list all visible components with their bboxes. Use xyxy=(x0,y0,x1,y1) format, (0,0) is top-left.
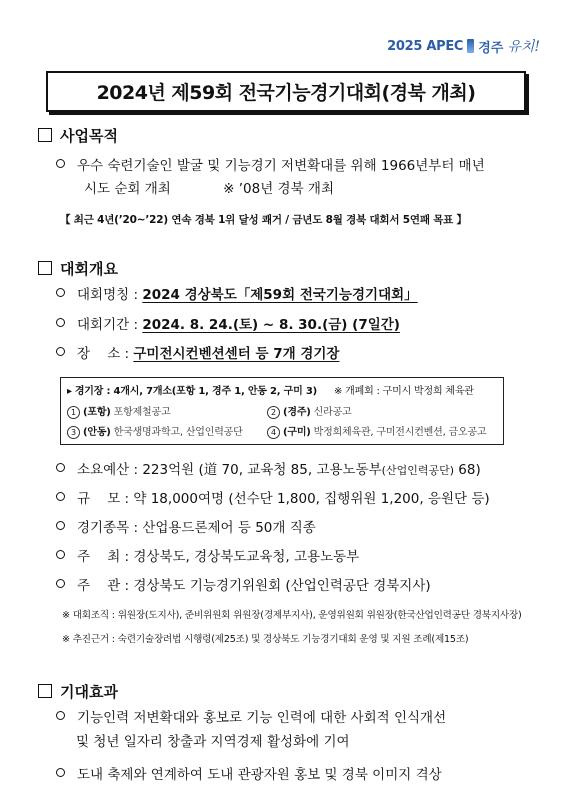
hollow-circle-bullet-icon xyxy=(56,550,65,559)
overview-name-label: 대회명칭 xyxy=(77,287,130,303)
hollow-circle-bullet-icon xyxy=(56,159,65,168)
logo-city-text: 경주 xyxy=(478,40,504,56)
overview-organizer-value: 경상북도 기능경기위원회 (산업인력공단 경북지사) xyxy=(133,578,431,594)
section-purpose-title: 사업목적 xyxy=(60,127,118,145)
purpose-text-line2 xyxy=(84,177,334,201)
logo-mark-icon xyxy=(467,39,474,53)
hollow-circle-bullet-icon xyxy=(56,288,65,297)
effects-text-line1: 기능인력 저변확대와 홍보로 기능 인력에 대한 사회적 인식개선 xyxy=(77,710,447,726)
venue-number-3: 3 xyxy=(67,426,80,439)
section-effects-title: 기대효과 xyxy=(60,683,118,701)
overview-scale-value: 약 18,000여명 (선수단 1,800, 집행위원 1,200, 응원단 등) xyxy=(133,491,490,507)
overview-scale-label: 규 모 xyxy=(77,491,121,507)
venue-row-gumi xyxy=(267,423,486,439)
overview-budget-small: (산업인력공단) xyxy=(381,464,454,477)
venue-row-pohang xyxy=(67,403,170,419)
purpose-line2-note: ※ ’08년 경북 개최 xyxy=(223,181,335,197)
venue-city-gumi: (구미) xyxy=(283,427,311,438)
checkbox-square-icon xyxy=(38,128,52,142)
venue-place-pohang: 포항제철공고 xyxy=(113,407,171,418)
section-purpose-heading xyxy=(38,125,118,146)
overview-host-value: 경상북도, 경상북도교육청, 고용노동부 xyxy=(133,549,360,565)
venue-place-gumi: 박정희체육관, 구미전시컨벤션, 금오공고 xyxy=(313,427,487,438)
venue-summary-row xyxy=(67,382,474,397)
overview-host-row: 주 최 : 경상북도, 경상북도교육청, 고용노동부 xyxy=(56,545,359,569)
hollow-circle-bullet-icon xyxy=(56,521,65,530)
section-effects-heading xyxy=(38,681,118,702)
overview-events-value: 산업용드론제어 등 50개 직종 xyxy=(142,520,316,536)
checkbox-square-icon xyxy=(38,684,52,698)
overview-organizer-row: 주 관 : 경상북도 기능경기위원회 (산업인력공단 경북지사) xyxy=(56,574,431,598)
overview-period-row: 대회기간 : 2024. 8. 24.(토) ~ 8. 30.(금) (7일간) xyxy=(56,313,400,337)
effects-text-line2: 및 청년 일자리 창출과 지역경제 활성화에 기여 xyxy=(76,734,350,750)
overview-budget-end: 68) xyxy=(454,462,481,478)
overview-budget-label: 소요예산 xyxy=(77,462,130,478)
venue-number-1: 1 xyxy=(67,406,80,419)
section-overview-title: 대회개요 xyxy=(60,260,118,278)
venue-city-pohang: (포항) xyxy=(83,407,111,418)
venue-city-andong: (안동) xyxy=(83,427,111,438)
overview-name-row: 대회명칭 : 2024 경상북도「제59회 전국기능경기대회」 xyxy=(56,283,418,307)
apec-logo xyxy=(387,36,540,56)
venue-number-2: 2 xyxy=(267,406,280,419)
overview-organizer-label: 주 관 xyxy=(77,578,121,594)
overview-budget-value: 223억원 (道 70, 교육청 85, 고용노동부 xyxy=(142,462,382,478)
effects-bullet-1 xyxy=(56,706,446,730)
venue-place-andong: 한국생명과학고, 산업인력공단 xyxy=(113,427,243,438)
logo-script-text: 유치! xyxy=(507,39,540,55)
checkbox-square-icon xyxy=(38,261,52,275)
hollow-circle-bullet-icon xyxy=(56,711,65,720)
overview-events-label: 경기종목 xyxy=(77,520,130,536)
venue-summary-text: 경기장 : 4개시, 7개소(포항 1, 경주 1, 안동 2, 구미 3) xyxy=(74,386,318,397)
organization-note: ※ 대회조직 : 위원장(도지사), 준비위원회 위원장(경제부지사), 운영위원회 위원장(한국산업인력공단 경북지사장) xyxy=(62,610,522,621)
purpose-bullet xyxy=(56,154,485,178)
hollow-circle-bullet-icon xyxy=(56,463,65,472)
logo-apec-text: 2025 APEC xyxy=(387,38,464,54)
overview-period-label: 대회기간 xyxy=(77,317,130,333)
page-title: 2024년 제59회 전국기능경기대회(경북 개최) xyxy=(96,82,476,104)
overview-place-label: 장 소 xyxy=(77,346,121,362)
hollow-circle-bullet-icon xyxy=(56,492,65,501)
venue-detail-box xyxy=(60,377,504,445)
hollow-circle-bullet-icon xyxy=(56,347,65,356)
hollow-circle-bullet-icon xyxy=(56,579,65,588)
overview-host-label: 주 최 xyxy=(77,549,121,565)
purpose-text-line1: 우수 숙련기술인 발굴 및 기능경기 저변확대를 위해 1966년부터 매년 xyxy=(77,158,485,174)
venue-row-gyeongju xyxy=(267,403,352,419)
hollow-circle-bullet-icon xyxy=(56,318,65,327)
hollow-circle-bullet-icon xyxy=(56,768,65,777)
overview-events-row: 경기종목 : 산업용드론제어 등 50개 직종 xyxy=(56,516,316,540)
effects-bullet-2 xyxy=(56,763,442,787)
overview-place-value: 구미전시컨벤션센터 등 7개 경기장 xyxy=(133,346,340,362)
purpose-achievement-note: 【 최근 4년(’20~’22) 연속 경북 1위 달성 쾌거 / 금년도 8월 경북 대회서 5연패 목표 】 xyxy=(60,214,467,226)
overview-place-row: 장 소 : 구미전시컨벤션센터 등 7개 경기장 xyxy=(56,342,339,366)
title-box xyxy=(46,71,526,112)
venue-place-gyeongju: 신라공고 xyxy=(313,407,352,418)
venue-city-gyeongju: (경주) xyxy=(283,407,311,418)
overview-budget-row: 소요예산 : 223억원 (道 70, 교육청 85, 고용노동부(산업인력공단) 68) xyxy=(56,458,481,483)
purpose-line2-main: 시도 순회 개최 xyxy=(84,181,171,197)
effects-text-line3: 도내 축제와 연계하여 도내 관광자원 홍보 및 경북 이미지 격상 xyxy=(77,767,442,783)
triangle-bullet-icon: ▸ xyxy=(67,386,72,397)
venue-number-4: 4 xyxy=(267,426,280,439)
overview-scale-row: 규 모 : 약 18,000여명 (선수단 1,800, 집행위원 1,200, 응원단 등) xyxy=(56,487,490,511)
legal-basis-note: ※ 추진근거 : 숙련기술장려법 시행령(제25조) 및 경상북도 기능경기대회 운영 및 지원 조례(제15조) xyxy=(62,634,469,645)
venue-ceremony-text: ※ 개폐회 : 구미시 박정희 체육관 xyxy=(334,386,474,397)
overview-name-value: 2024 경상북도「제59회 전국기능경기대회」 xyxy=(142,287,418,303)
venue-row-andong xyxy=(67,423,243,439)
overview-period-value: 2024. 8. 24.(토) ~ 8. 30.(금) (7일간) xyxy=(142,317,400,333)
section-overview-heading xyxy=(38,258,118,279)
